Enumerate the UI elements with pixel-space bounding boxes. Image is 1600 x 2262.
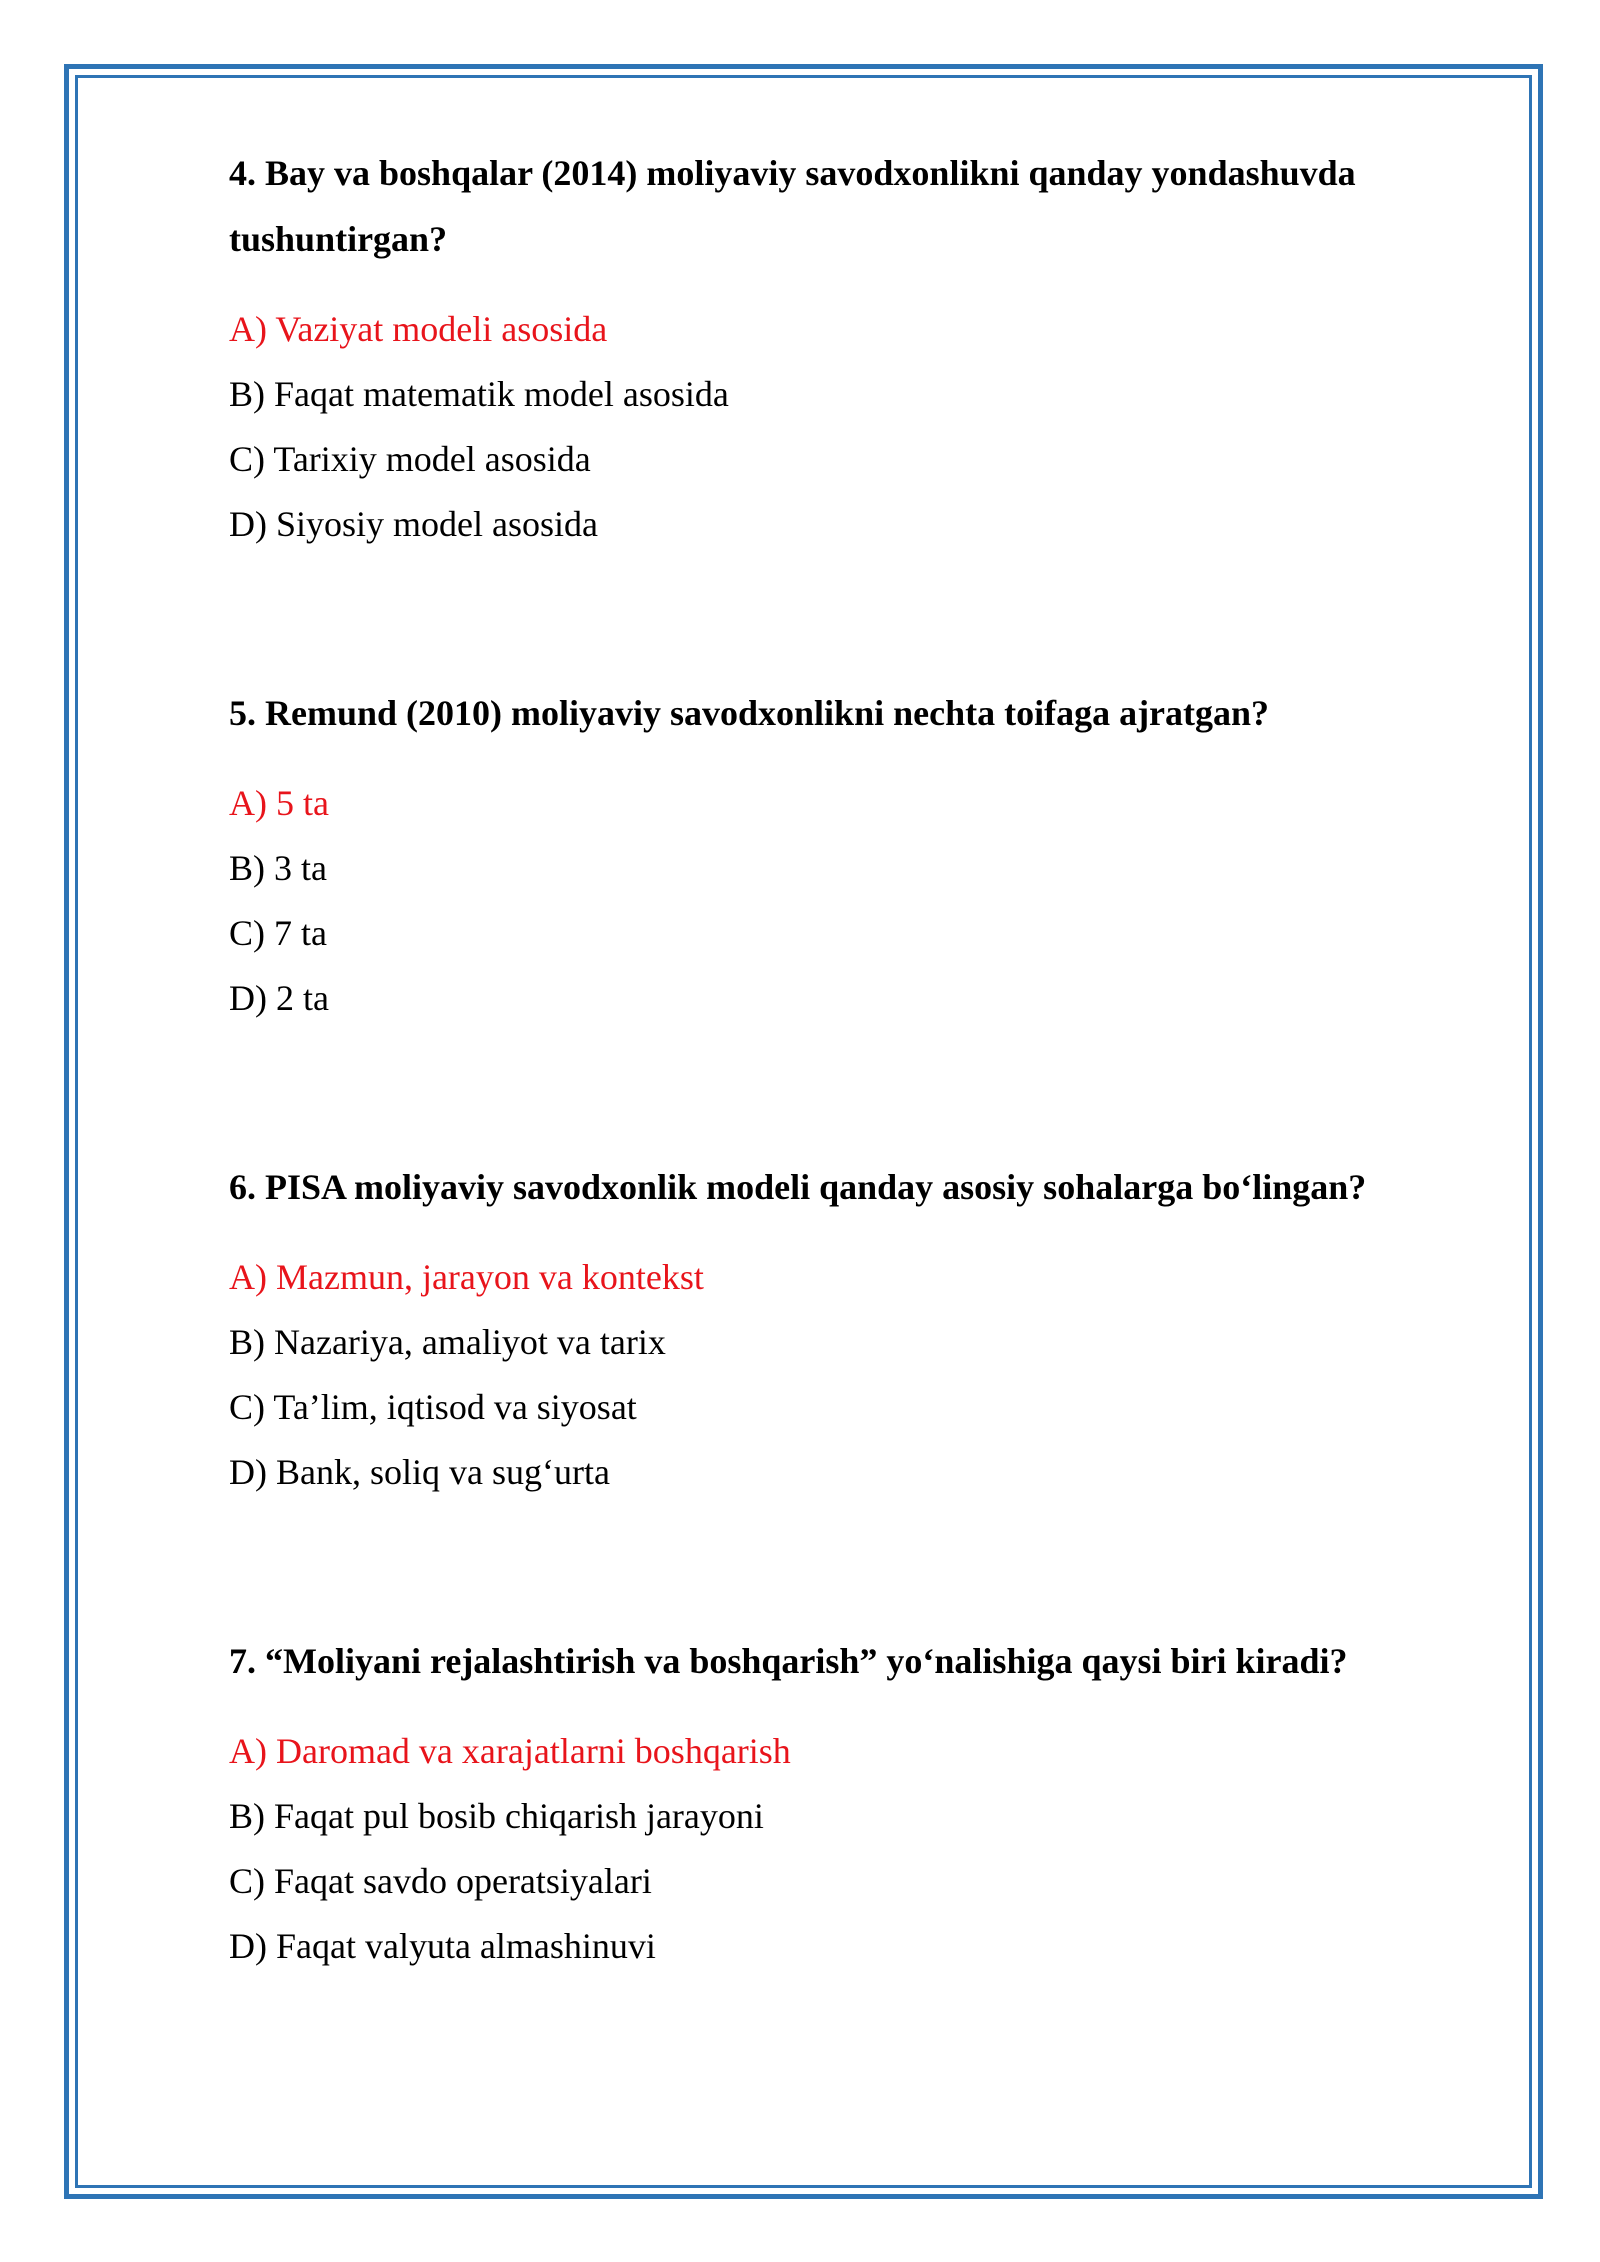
option-a-correct: A) 5 ta	[229, 783, 329, 823]
question-5	[229, 680, 1429, 1031]
question-spacer	[229, 557, 1429, 680]
question-spacer	[229, 1031, 1429, 1154]
option-b: B) Faqat pul bosib chiqarish jarayoni	[229, 1796, 764, 1836]
option-d: D) Siyosiy model asosida	[229, 504, 598, 544]
answer-options	[229, 1245, 1429, 1505]
option-a-correct: A) Vaziyat modeli asosida	[229, 309, 608, 349]
question-text: 4. Bay va boshqalar (2014) moliyaviy savodxonlikni qanday yondashuvda tushuntirgan?	[229, 153, 1356, 259]
answer-options	[229, 297, 1429, 557]
option-c: C) Tarixiy model asosida	[229, 439, 591, 479]
option-c: C) Ta’lim, iqtisod va siyosat	[229, 1387, 637, 1427]
option-a-correct: A) Daromad va xarajatlarni boshqarish	[229, 1731, 791, 1771]
option-b: B) 3 ta	[229, 848, 327, 888]
question-text: 7. “Moliyani rejalashtirish va boshqarish” yo‘nalishiga qaysi biri kiradi?	[229, 1641, 1348, 1681]
question-spacer	[229, 1505, 1429, 1628]
question-text: 5. Remund (2010) moliyaviy savodxonlikni nechta toifaga ajratgan?	[229, 693, 1270, 733]
option-d: D) 2 ta	[229, 978, 329, 1018]
option-d: D) Bank, soliq va sug‘urta	[229, 1452, 610, 1492]
question-6	[229, 1154, 1429, 1505]
option-b: B) Nazariya, amaliyot va tarix	[229, 1322, 666, 1362]
option-b: B) Faqat matematik model asosida	[229, 374, 729, 414]
question-4	[229, 140, 1429, 557]
option-a-correct: A) Mazmun, jarayon va kontekst	[229, 1257, 704, 1297]
question-text: 6. PISA moliyaviy savodxonlik modeli qanday asosiy sohalarga bo‘lingan?	[229, 1167, 1367, 1207]
option-c: C) Faqat savdo operatsiyalari	[229, 1861, 652, 1901]
option-c: C) 7 ta	[229, 913, 327, 953]
answer-options	[229, 771, 1429, 1031]
quiz-content	[229, 140, 1429, 1979]
option-d: D) Faqat valyuta almashinuvi	[229, 1926, 656, 1966]
question-7	[229, 1628, 1429, 1979]
answer-options	[229, 1719, 1429, 1979]
